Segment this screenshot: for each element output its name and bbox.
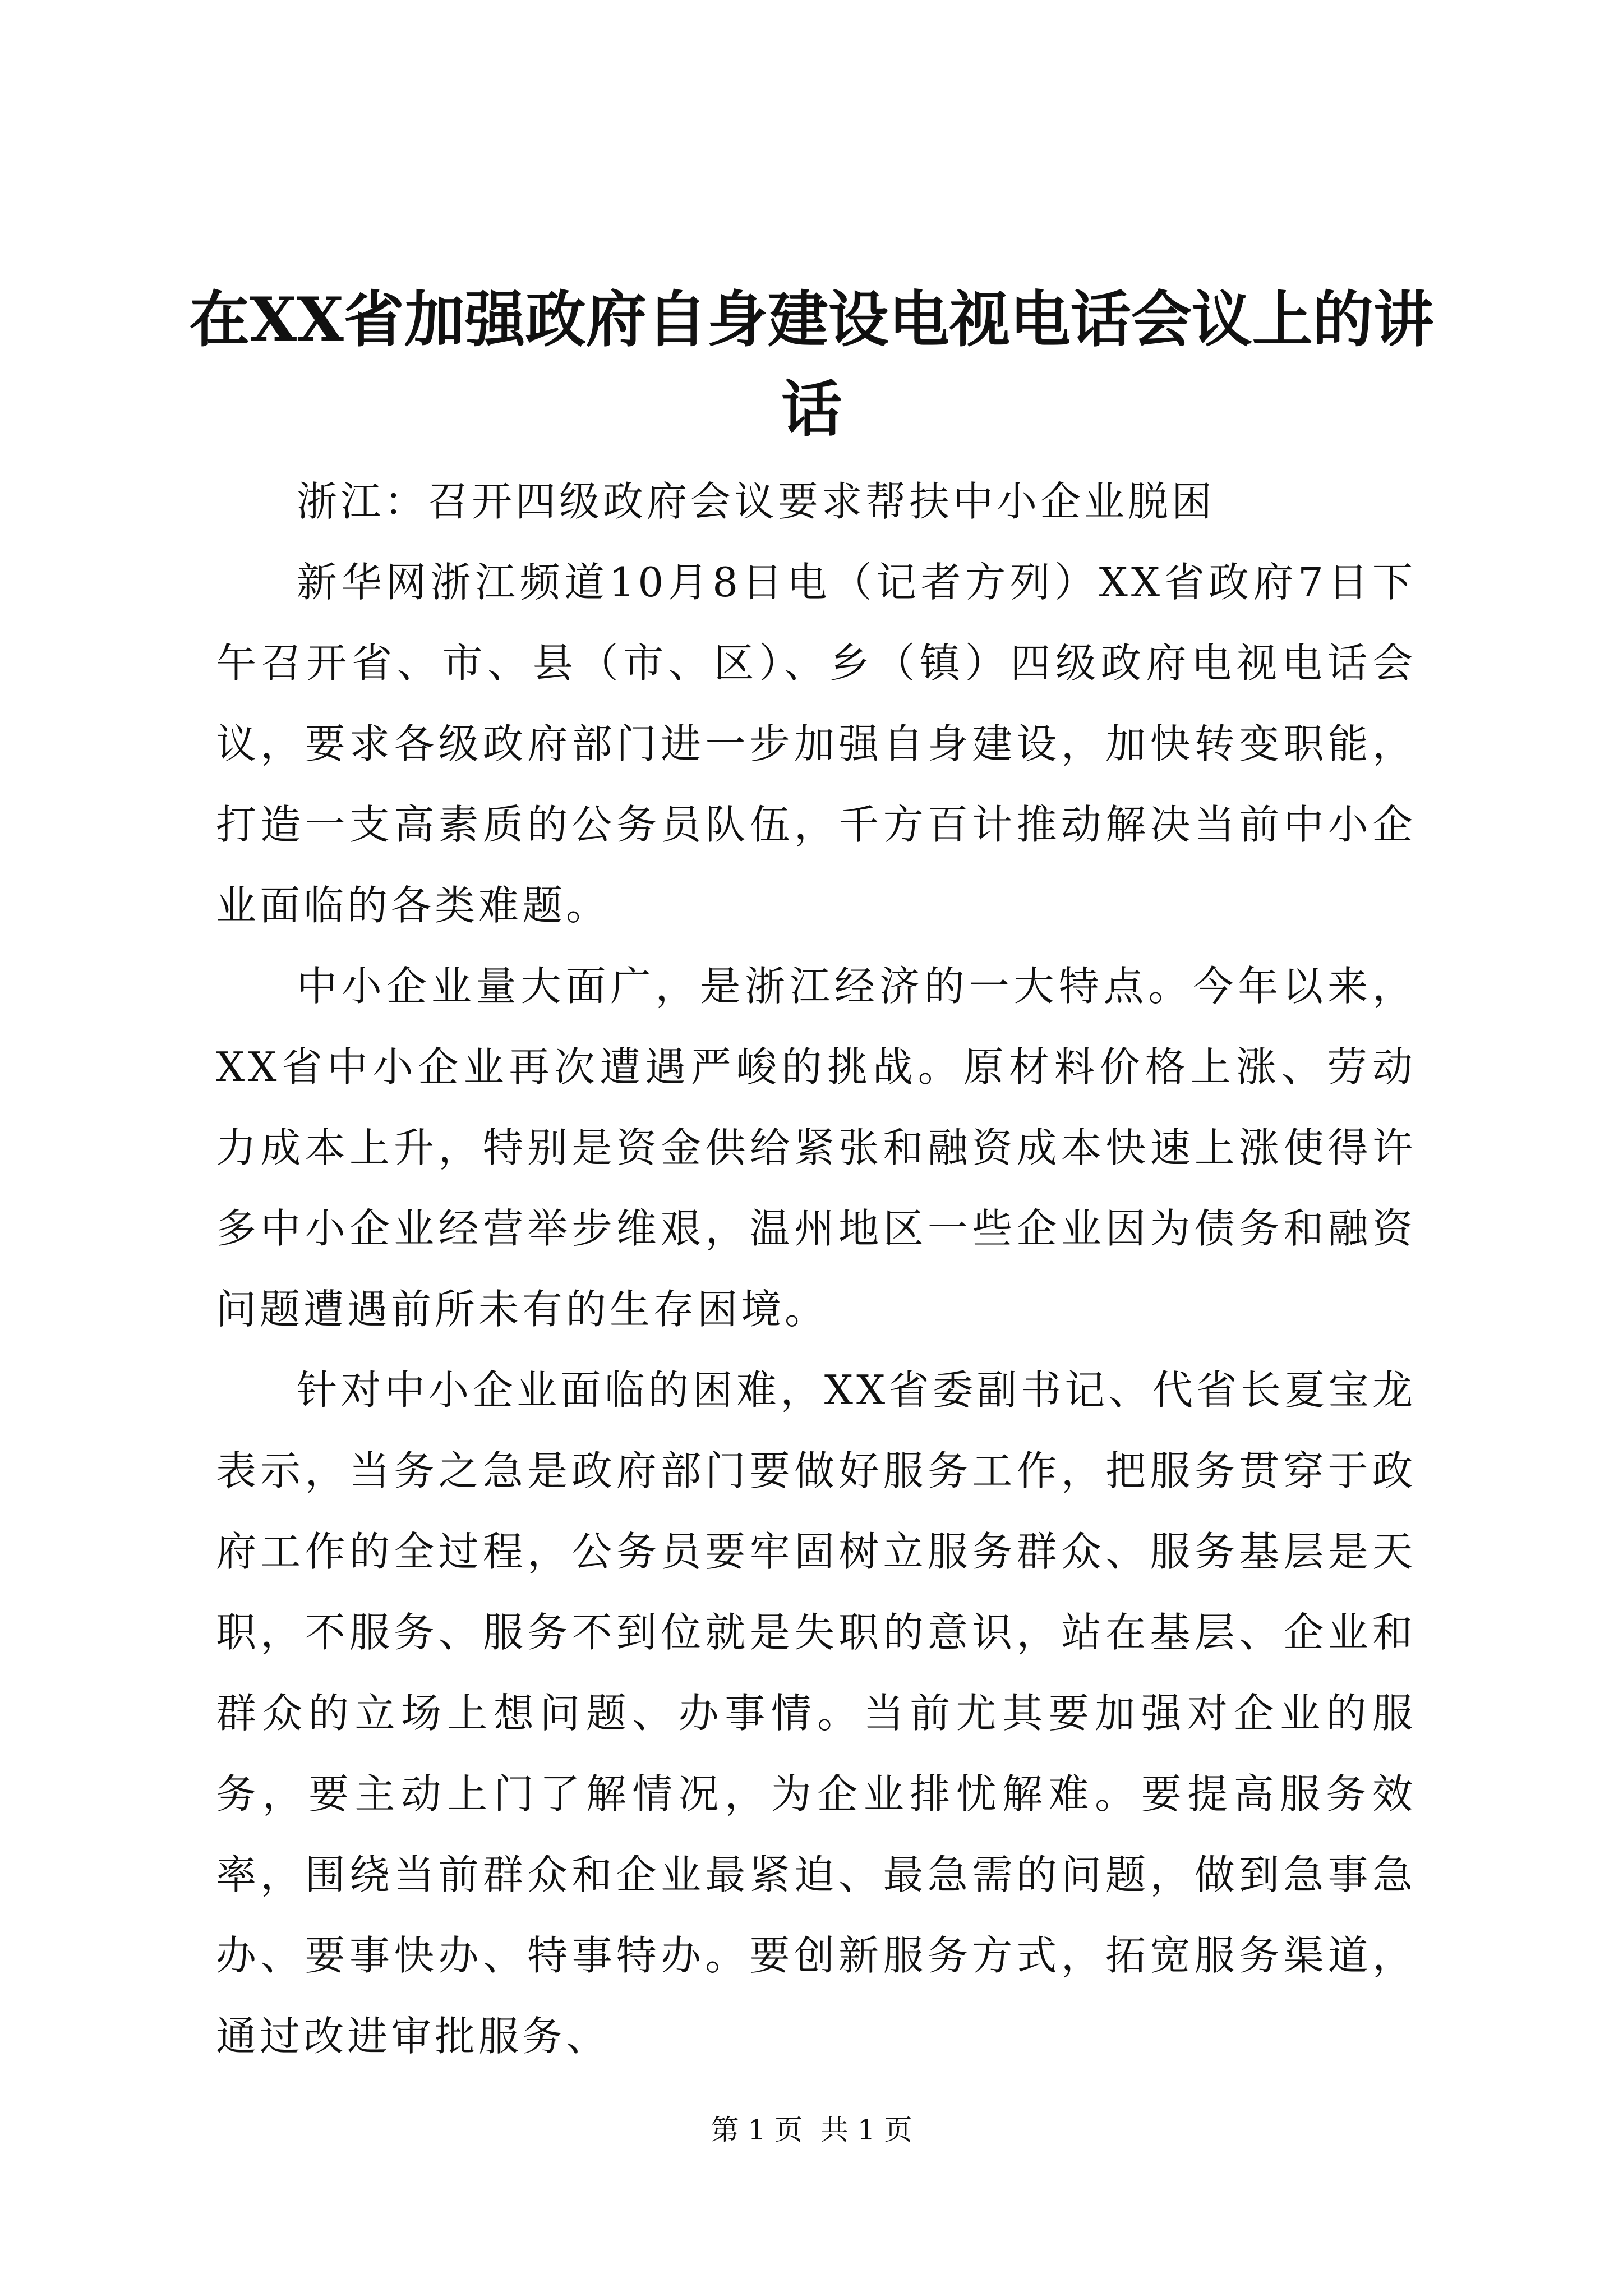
document-title: 在XX省加强政府自身建设电视电话会议上的讲话: [189, 284, 1434, 445]
paragraph-governor-remarks: 针对中小企业面临的困难，XX省委副书记、代省长夏宝龙表示，当务之急是政府部门要做好服务工作，把服务贯穿于政府工作的全过程，公务员要牢固树立服务群众、服务基层是天职，不服务、服务不到位就是失职的意识，站在基层、企业和群众的立场上想问题、办事情。当前尤其要加强对企业的服务，要主动上门了解情况，为企业排忧解难。要提高服务效率，围绕当前群众和企业最紧迫、最急需的问题，做到急事急办、要事快办、特事特办。要创新服务方式，拓宽服务渠道，通过改进审批服务、: [216, 1366, 1416, 2060]
document-body: [216, 461, 1416, 2077]
paragraph-subtitle: 浙江：召开四级政府会议要求帮扶中小企业脱困: [297, 478, 1216, 525]
paragraph-sme-challenges: 中小企业量大面广，是浙江经济的一大特点。今年以来，XX省中小企业再次遭遇严峻的挑战。原材料价格上涨、劳动力成本上升，特别是资金供给紧张和融资成本快速上涨使得许多中小企业经营举步维艰，温州地区一些企业因为债务和融资问题遭遇前所未有的生存困境。: [216, 963, 1416, 1333]
paragraph-news-lead: 新华网浙江频道10月8日电（记者方列）XX省政府7日下午召开省、市、县（市、区）、乡（镇）四级政府电视电话会议，要求各级政府部门进一步加强自身建设，加快转变职能，打造一支高素质的公务员队伍，千方百计推动解决当前中小企业面临的各类难题。: [216, 559, 1416, 929]
page-number: 第 1 页 共 1 页: [711, 2114, 912, 2146]
page-footer: [0, 2110, 1623, 2150]
